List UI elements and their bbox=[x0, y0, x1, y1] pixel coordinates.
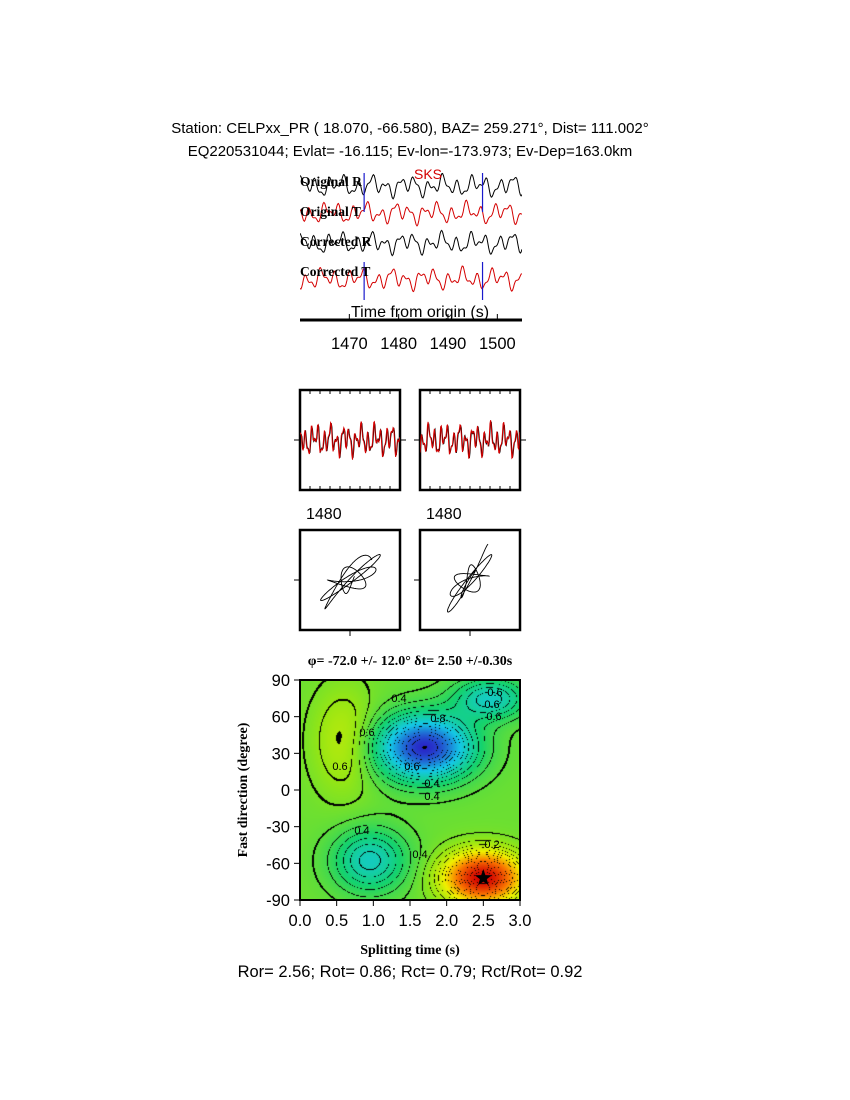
heat-y-tick-label-5: -60 bbox=[266, 855, 290, 874]
grid-search-title: φ= -72.0 +/- 12.0° δt= 2.50 +/-0.30s bbox=[307, 654, 513, 669]
heat-x-tick-label-0: 0.0 bbox=[288, 912, 312, 930]
heat-x-tick-label-2: 1.0 bbox=[361, 912, 385, 930]
particle-motion-panel-original bbox=[300, 530, 400, 630]
pm2-path bbox=[448, 544, 492, 612]
time-tick-label-3: 1500 bbox=[478, 335, 516, 353]
heat-y-tick-label-2: 30 bbox=[271, 745, 290, 764]
time-tick-label-1: 1480 bbox=[380, 335, 418, 353]
trace-label-corrected-t: Corrected T bbox=[300, 264, 371, 279]
trace-label-original-t: Original T bbox=[300, 204, 361, 219]
heat-y-tick-label-1: 60 bbox=[271, 708, 290, 727]
heat-x-tick-label-1: 0.5 bbox=[325, 912, 349, 930]
heat-x-tick-label-5: 2.5 bbox=[471, 912, 495, 930]
pm1-path bbox=[321, 555, 381, 609]
contour-label-2: 0.6 bbox=[484, 699, 500, 711]
waveform-tick-label-corrected: 1480 bbox=[426, 506, 462, 523]
event-header: EQ220531044; Evlat= -16.115; Ev-lon=-173.973; Ev-Dep=163.0km bbox=[187, 143, 633, 160]
time-axis-label: Time from origin (s) bbox=[351, 304, 490, 321]
trace-label-original-r: Original R bbox=[300, 174, 362, 189]
contour-label-9: 0.6 bbox=[332, 761, 348, 773]
contour-label-0: 0.4 bbox=[391, 693, 407, 705]
contour-label-6: 0.6 bbox=[404, 761, 420, 773]
time-tick-label-0: 1470 bbox=[330, 335, 368, 353]
heat-y-tick-label-0: 90 bbox=[271, 672, 290, 690]
best-fit-star bbox=[475, 869, 492, 885]
contour-label-11: 0.2 bbox=[484, 839, 500, 851]
time-tick-label-2: 1490 bbox=[429, 335, 467, 353]
heat-y-tick-label-6: -90 bbox=[266, 892, 290, 910]
heat-y-tick-label-4: -30 bbox=[266, 818, 290, 837]
grid-search-overlay bbox=[0, 650, 850, 970]
particle-motion-corrected bbox=[448, 544, 492, 612]
wave1-t bbox=[300, 422, 400, 460]
particle-motion-ticks bbox=[294, 580, 470, 636]
contour-label-10: 0.4 bbox=[354, 825, 370, 837]
stats-footer: Ror= 2.56; Rot= 0.86; Rct= 0.79; Rct/Rot= 0.92 bbox=[237, 963, 583, 981]
contour-label-5: 0.6 bbox=[359, 727, 375, 739]
window-markers bbox=[364, 173, 482, 300]
particle-motion-panel-corrected bbox=[420, 530, 520, 630]
heat-x-tick-label-4: 2.0 bbox=[435, 912, 459, 930]
heat-x-axis-label: Splitting time (s) bbox=[360, 943, 460, 958]
waveform-tick-label-original: 1480 bbox=[306, 506, 342, 523]
heat-x-tick-label-3: 1.5 bbox=[398, 912, 422, 930]
particle-motion-original bbox=[321, 555, 381, 609]
trace-label-corrected-r: Corrected R bbox=[300, 234, 372, 249]
waveform-overlay-corrected bbox=[420, 420, 520, 459]
contour-label-3: 0.6 bbox=[486, 711, 502, 723]
heat-y-tick-label-3: 0 bbox=[280, 782, 290, 800]
heat-x-tick-label-6: 3.0 bbox=[508, 912, 532, 930]
waveform-overlay-original bbox=[300, 422, 400, 460]
heat-y-axis-label: Fast direction (degree) bbox=[236, 722, 251, 858]
contour-label-8: 0.4 bbox=[424, 791, 440, 803]
wave2-t bbox=[420, 420, 520, 459]
station-header: Station: CELPxx_PR ( 18.070, -66.580), BAZ= 259.271°, Dist= 111.002° bbox=[171, 120, 649, 137]
waveform-ticks bbox=[294, 390, 526, 490]
contour-label-1: 0.6 bbox=[487, 687, 503, 699]
contour-label-12: 0.4 bbox=[412, 849, 428, 861]
contour-label-4: 0.8 bbox=[430, 713, 446, 725]
phase-label: SKS bbox=[414, 166, 443, 182]
contour-label-7: 0.4 bbox=[424, 778, 440, 790]
